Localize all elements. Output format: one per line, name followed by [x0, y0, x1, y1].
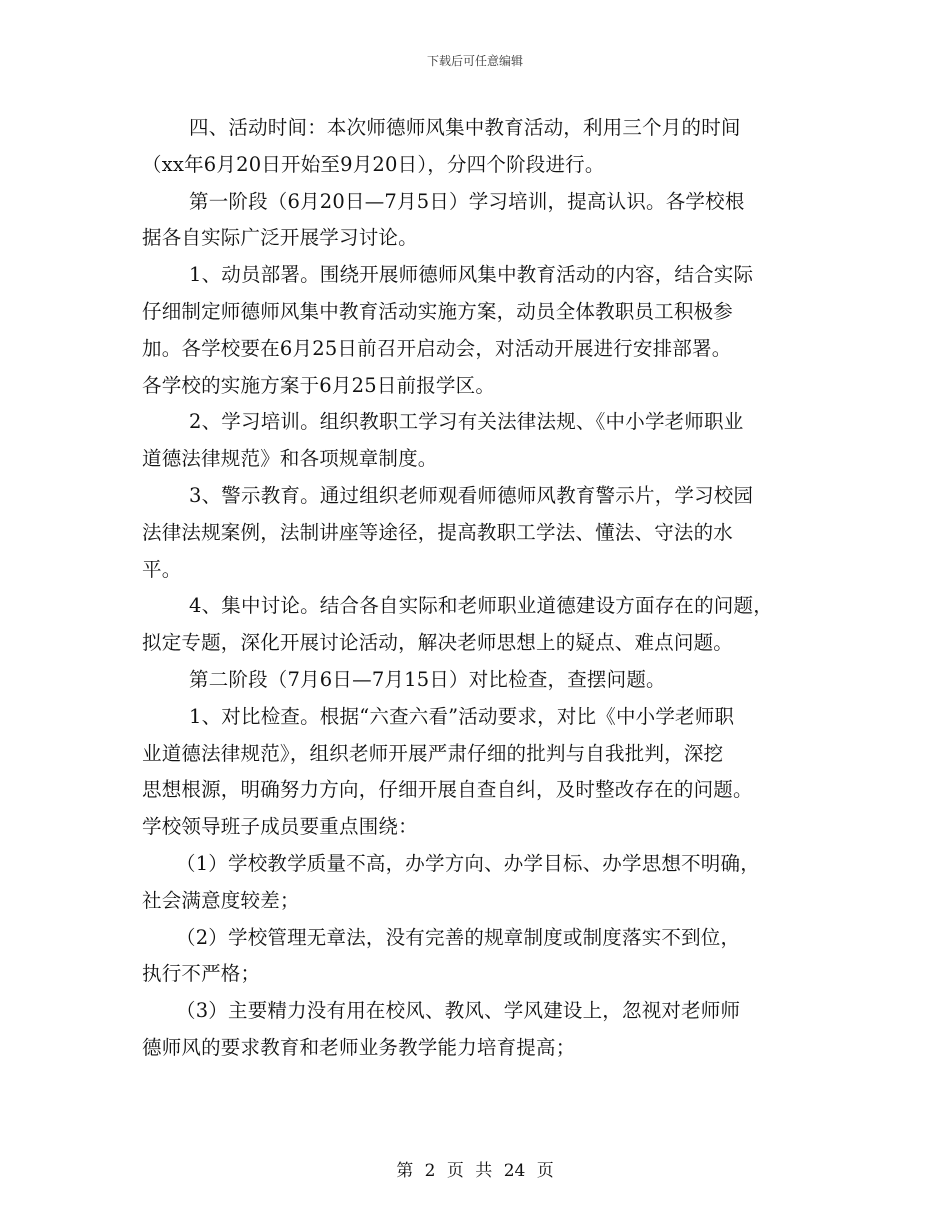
paragraph-line: 拟定专题，深化开展讨论活动，解决老师思想上的疑点、难点问题。 [142, 631, 734, 655]
paragraph-line: 业道德法律规范》，组织老师开展严肃仔细的批判与自我批判，深挖 [142, 741, 724, 765]
paragraph-line: 4、集中讨论。结合各自实际和老师职业道德建设方面存在的问题， [189, 594, 773, 618]
document-body [142, 110, 822, 1067]
paragraph-line: 道德法律规范》和各项规章制度。 [142, 447, 438, 471]
paragraph-line: 加。各学校要在6月25日前召开启动会，对活动开展进行安排部署。 [142, 336, 732, 360]
paragraph-line: 据各自实际广泛开展学习讨论。 [142, 226, 418, 250]
paragraph-line: 1、动员部署。围绕开展师德师风集中教育活动的内容，结合实际 [189, 263, 754, 287]
paragraph-line: 平。 [142, 557, 182, 581]
paragraph-line: 思想根源，明确努力方向，仔细开展自查自纠，及时整改存在的问题。 [142, 778, 753, 802]
paragraph-line: 四、活动时间：本次师德师风集中教育活动，利用三个月的时间 [189, 116, 741, 139]
paragraph-line: 各学校的实施方案于6月25日前报学区。 [142, 373, 496, 397]
page-number-footer: 第 2 页 共 24 页 [396, 1161, 554, 1181]
paragraph-line: 1、对比检查。根据“六查六看”活动要求，对比《中小学老师职 [189, 704, 735, 728]
paragraph-line: 3、警示教育。通过组织老师观看师德师风教育警示片，学习校园 [189, 483, 754, 507]
paragraph-line: 2、学习培训。组织教职工学习有关法律法规、《中小学老师职业 [189, 410, 744, 434]
paragraph-line: 法律法规案例，法制讲座等途径，提高教职工学法、懂法、守法的水 [142, 520, 734, 544]
paragraph-line: 德师风的要求教育和老师业务教学能力培育提高； [142, 1035, 576, 1059]
paragraph-line: 社会满意度较差； [142, 888, 300, 912]
paragraph-line: （2）学校管理无章法，没有完善的规章制度或制度落实不到位， [176, 925, 741, 949]
paragraph-line: 第二阶段（7月6日—7月15日）对比检查，查摆问题。 [189, 667, 666, 691]
paragraph-line: 执行不严格； [142, 962, 261, 986]
paragraph-line: （1）学校教学质量不高，办学方向、办学目标、办学思想不明确， [176, 851, 760, 875]
paragraph-line: 学校领导班子成员要重点围绕： [142, 815, 418, 839]
paragraph-line: （3）主要精力没有用在校风、教风、学风建设上，忽视对老师师 [176, 999, 741, 1023]
paragraph-line: 第一阶段（6月20日—7月5日）学习培训，提高认识。各学校根 [189, 189, 745, 213]
page-header-note: 下载后可任意编辑 [426, 54, 523, 68]
paragraph-line: （xx年6月20日开始至9月20日），分四个阶段进行。 [142, 152, 605, 176]
paragraph-line: 仔细制定师德师风集中教育活动实施方案，动员全体教职员工积极参 [142, 299, 734, 323]
